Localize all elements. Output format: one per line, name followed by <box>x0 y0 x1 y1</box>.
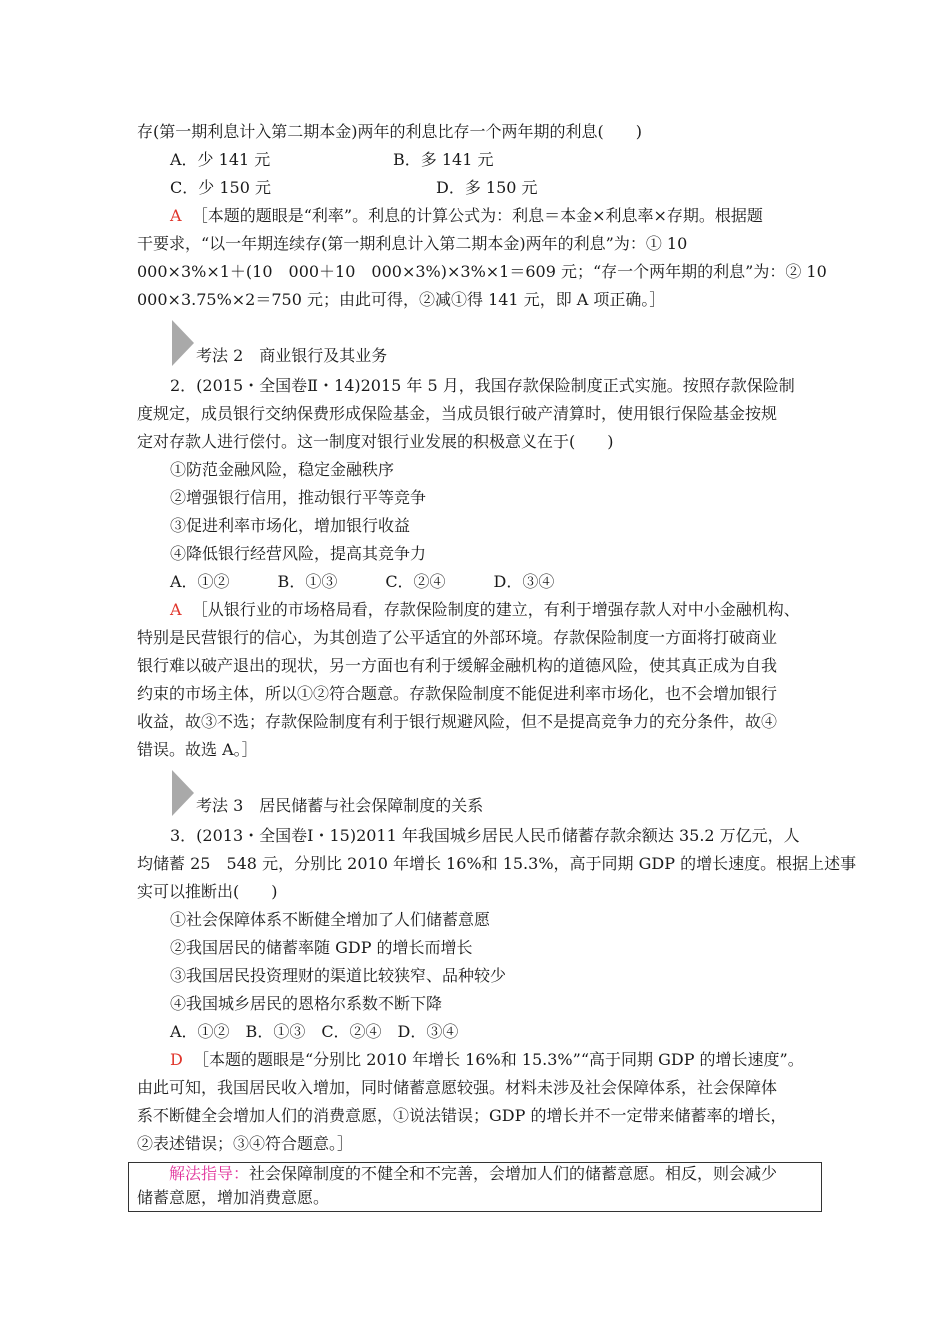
q2-explanation-line: 约束的市场主体，所以①②符合题意。存款保险制度不能促进利率市场化，也不会增加银行 <box>137 684 778 703</box>
q2-explanation-line: 银行难以破产退出的现状，另一方面也有利于缓解金融机构的道德风险，使其真正成为自我 <box>137 656 778 675</box>
q2-explanation-line: 收益，故③不选；存款保险制度有利于银行规避风险，但不是提高竞争力的充分条件，故④ <box>137 712 778 731</box>
tip-text: 社会保障制度的不健全和不完善，会增加人们的储蓄意愿。相反，则会减少 <box>249 1164 778 1183</box>
q1-option-c: C．少 150 元 <box>170 178 271 197</box>
q2-explanation-text: ［从银行业的市场格局看，存款保险制度的建立，有利于增强存款人对中小金融机构、 <box>191 600 800 619</box>
q1-explanation-line: 干要求，“以一年期连续存(第一期利息计入第二期本金)两年的利息”为：① 10 <box>137 234 688 253</box>
q1-explanation-line: 000×3%×1＋(10 000＋10 000×3%)×3%×1＝609 元；“存一个两年期的利息”为：② 10 <box>137 262 827 281</box>
section2-heading-text: 考法 2 商业银行及其业务 <box>196 346 388 365</box>
q3-item: ②我国居民的储蓄率随 GDP 的增长而增长 <box>170 938 473 957</box>
q3-explanation-line: 由此可知，我国居民收入增加，同时储蓄意愿较强。材料未涉及社会保障体系，社会保障体 <box>137 1078 778 1097</box>
section3-heading-text: 考法 3 居民储蓄与社会保障制度的关系 <box>196 796 484 815</box>
triangle-marker-icon <box>172 770 194 816</box>
q3-item: ①社会保障体系不断健全增加了人们储蓄意愿 <box>170 910 491 929</box>
q3-stem-line: 实可以推断出( ) <box>137 882 278 901</box>
q1-answer: A <box>170 206 182 225</box>
method-tip-box <box>128 1162 822 1212</box>
q2-options: A．①② B．①③ C．②④ D．③④ <box>170 572 555 591</box>
q3-stem-line: 3．(2013・全国卷Ⅰ・15)2011 年我国城乡居民人民币储蓄存款余额达 35.2 万亿元，人 <box>170 826 800 845</box>
q1-explanation-text: ［本题的题眼是“利率”。利息的计算公式为：利息＝本金×利息率×存期。根据题 <box>191 206 763 225</box>
q2-item: ③促进利率市场化，增加银行收益 <box>170 516 411 535</box>
q2-stem-line: 2．(2015・全国卷Ⅱ・14)2015 年 5 月，我国存款保险制度正式实施。按照存款保险制 <box>170 376 795 395</box>
q1-option-d: D．多 150 元 <box>436 178 538 197</box>
q2-explanation-line: 错误。故选 A。］ <box>137 740 258 759</box>
q3-options: A．①② B．①③ C．②④ D．③④ <box>170 1022 459 1041</box>
q2-item: ①防范金融风险，稳定金融秩序 <box>170 460 395 479</box>
q2-stem-line: 度规定，成员银行交纳保费形成保险基金，当成员银行破产清算时，使用银行保险基金按规 <box>137 404 778 423</box>
q2-explanation-line <box>170 596 800 624</box>
q1-explanation-line <box>170 202 763 230</box>
q3-stem-line: 均储蓄 25 548 元，分别比 2010 年增长 16%和 15.3%，高于同期 GDP 的增长速度。根据上述事 <box>137 854 857 873</box>
q3-explanation-text: ［本题的题眼是“分别比 2010 年增长 16%和 15.3%”“高于同期 GDP 的增长速度”。 <box>193 1050 804 1069</box>
q1-option-b: B．多 141 元 <box>393 150 494 169</box>
q3-item: ④我国城乡居民的恩格尔系数不断下降 <box>170 994 443 1013</box>
q1-option-a: A．少 141 元 <box>170 150 271 169</box>
q2-explanation-line: 特别是民营银行的信心，为其创造了公平适宜的外部环境。存款保险制度一方面将打破商业 <box>137 628 778 647</box>
q3-explanation-line <box>170 1046 804 1074</box>
q1-stem: 存(第一期利息计入第二期本金)两年的利息比存一个两年期的利息( ) <box>137 122 642 141</box>
tip-line: 储蓄意愿，增加消费意愿。 <box>137 1188 330 1207</box>
q2-stem-line: 定对存款人进行偿付。这一制度对银行业发展的积极意义在于( ) <box>137 432 614 451</box>
q3-explanation-line: 系不断健全会增加人们的消费意愿，①说法错误；GDP 的增长并不一定带来储蓄率的增长， <box>137 1106 787 1125</box>
q3-answer: D <box>170 1050 183 1069</box>
tip-label: 解法指导： <box>169 1164 250 1183</box>
q2-item: ②增强银行信用，推动银行平等竞争 <box>170 488 427 507</box>
q3-item: ③我国居民投资理财的渠道比较狭窄、品种较少 <box>170 966 507 985</box>
q1-explanation-line: 000×3.75%×2＝750 元；由此可得，②减①得 141 元，即 A 项正确。］ <box>137 290 666 309</box>
triangle-marker-icon <box>172 320 194 366</box>
q3-explanation-line: ②表述错误；③④符合题意。］ <box>137 1134 354 1153</box>
q2-answer: A <box>170 600 182 619</box>
q2-item: ④降低银行经营风险，提高其竞争力 <box>170 544 427 563</box>
